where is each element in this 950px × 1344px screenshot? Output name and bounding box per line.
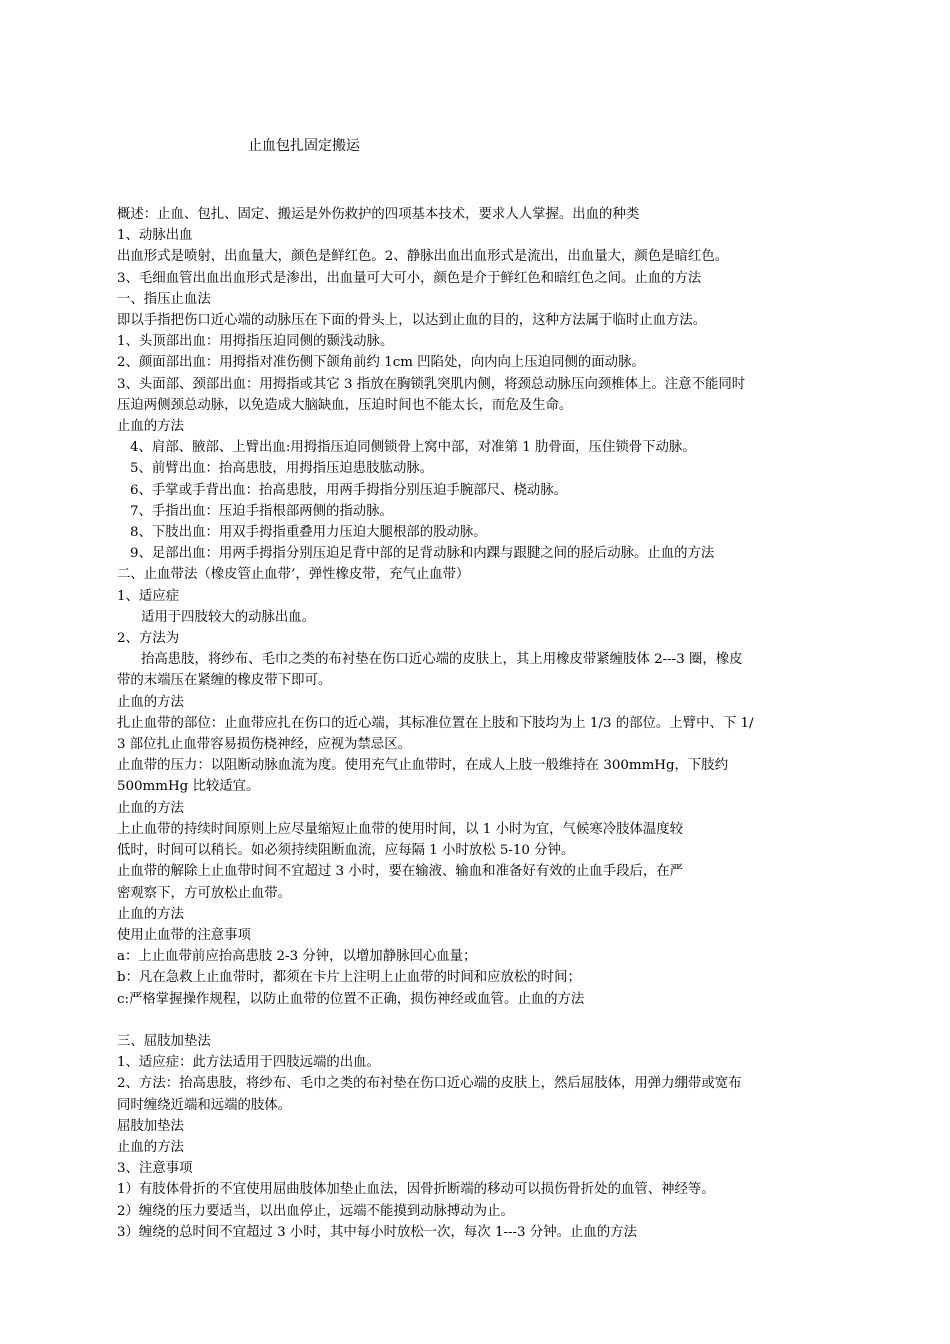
paragraph-line: 带的末端压在紧缠的橡皮带下即可。 <box>117 673 332 689</box>
paragraph-line: 3 部位扎止血带容易损伤桡神经，应视为禁忌区。 <box>117 737 411 753</box>
paragraph-line: 止血的方法 <box>117 800 184 816</box>
paragraph-line: 5、前臂出血：抬高患肢，用拇指压迫患肢肱动脉。 <box>130 461 434 477</box>
paragraph-line: 即以手指把伤口近心端的动脉压在下面的骨头上，以达到止血的目的，这种方法属于临时止血方法。 <box>117 313 707 329</box>
paragraph-line: 止血的方法 <box>117 694 184 710</box>
paragraph-line: 止血的方法 <box>117 419 184 435</box>
paragraph-line: 9、足部出血：用两手拇指分别压迫足背中部的足背动脉和内踝与跟腱之间的胫后动脉。止血的方法 <box>130 546 715 562</box>
paragraph-line: 扎止血带的部位：止血带应扎在伤口的近心端，其标准位置在上肢和下肢均为上 1/3 的部位。上臂中、下 1/ <box>117 715 754 731</box>
paragraph-line: 概述：止血、包扎、固定、搬运是外伤救护的四项基本技术，要求人人掌握。出血的种类 <box>117 207 640 222</box>
section-heading: 二、止血带法（橡皮管止血带’，弹性橡皮带，充气止血带） <box>117 567 470 583</box>
paragraph-line: 抬高患肢，将纱布、毛巾之类的布衬垫在伤口近心端的皮肤上，其上用橡皮带紧缠肢体 2---3 圈，橡皮 <box>141 652 743 668</box>
paragraph-line: 1）有肢体骨折的不宜使用屈曲肢体加垫止血法，因骨折断端的移动可以损伤骨折处的血管、神经等。 <box>117 1182 715 1198</box>
paragraph-line: 6、手掌或手背出血：抬高患肢，用两手拇指分别压迫手腕部尺、桡动脉。 <box>130 482 568 498</box>
paragraph-line: 出血形式是喷射，出血量大，颜色是鲜红色。2、静脉出血出血形式是流出，出血量大，颜色是暗红色。 <box>117 249 729 265</box>
paragraph-line: 2）缠绕的压力要适当，以出血停止，远端不能摸到动脉搏动为止。 <box>117 1203 514 1219</box>
paragraph-line: 止血带的压力：以阻断动脉血流为度。使用充气止血带时，在成人上肢一般维持在 300mmHg，下肢约 <box>117 758 729 774</box>
paragraph-line: 止血的方法 <box>117 1139 184 1155</box>
paragraph-line: 1、动脉出血 <box>117 228 193 244</box>
paragraph-line: 2、方法：抬高患肢，将纱布、毛巾之类的布衬垫在伤口近心端的皮肤上，然后屈肢体，用弹力绷带或宽布 <box>117 1076 742 1092</box>
section-heading: 三、屈肢加垫法 <box>117 1033 211 1049</box>
paragraph-line: 低时，时间可以稍长。如必须持续阻断血流，应每隔 1 小时放松 5-10 分钟。 <box>117 843 575 859</box>
paragraph-line: 密观察下，方可放松止血带。 <box>117 885 292 901</box>
paragraph-line: 屈肢加垫法 <box>117 1118 184 1134</box>
paragraph-line: 2、颜面部出血：用拇指对准伤侧下颌角前约 1cm 凹陷处，向内向上压迫同侧的面动脉。 <box>117 355 645 371</box>
paragraph-line: 500mmHg 比较适宜。 <box>117 779 260 795</box>
paragraph-line: 使用止血带的注意事项 <box>117 927 251 943</box>
blank-line <box>117 1010 877 1031</box>
paragraph-line: 适用于四肢较大的动脉出血。 <box>141 609 316 625</box>
paragraph-line: 1、适应症 <box>117 588 180 604</box>
paragraph-line: 4、肩部、腋部、上臂出血:用拇指压迫同侧锁骨上窝中部，对准第 1 肋骨面，压住锁骨下动脉。 <box>130 440 696 456</box>
paragraph-line: c:严格掌握操作规程，以防止血带的位置不正确，损伤神经或血管。止血的方法 <box>117 991 585 1007</box>
document-body <box>117 204 877 1243</box>
paragraph-line: 1、适应症：此方法适用于四肢远端的出血。 <box>117 1055 380 1071</box>
paragraph-line: 止血带的解除上止血带时间不宜超过 3 小时，要在输液、输血和准备好有效的止血手段后，在严 <box>117 864 684 880</box>
paragraph-line: 8、下肢出血：用双手拇指重叠用力压迫大腿根部的股动脉。 <box>130 525 487 541</box>
document-title: 止血包扎固定搬运 <box>248 138 360 154</box>
paragraph-line: 同时缠绕近端和远端的肢体。 <box>117 1097 292 1113</box>
paragraph-line: 3）缠绕的总时间不宜超过 3 小时，其中每小时放松一次，每次 1---3 分钟。止血的方法 <box>117 1224 637 1240</box>
paragraph-line: 3、毛细血管出血出血形式是渗出，出血量可大可小，颜色是介于鲜红色和暗红色之间。止血的方法 <box>117 270 702 286</box>
paragraph-line: b：凡在急救上止血带时，都须在卡片上注明上止血带的时间和应放松的时间； <box>117 970 581 986</box>
paragraph-line: 7、手指出血：压迫手指根部两侧的指动脉。 <box>130 503 393 519</box>
paragraph-line: 上止血带的持续时间原则上应尽量缩短止血带的使用时间，以 1 小时为宜，气候寒冷肢体温度较 <box>117 821 684 837</box>
paragraph-line: 3、头面部、颈部出血：用拇指或其它 3 指放在胸锁乳突肌内侧，将颈总动脉压向颈椎体上。注意不能同时 <box>117 376 746 392</box>
paragraph-line: 3、注意事项 <box>117 1161 193 1177</box>
paragraph-line: 压迫两侧颈总动脉，以免造成大脑缺血，压迫时间也不能太长，而危及生命。 <box>117 397 573 413</box>
section-heading: 一、指压止血法 <box>117 291 211 307</box>
paragraph-line: 止血的方法 <box>117 906 184 922</box>
paragraph-line: a：上止血带前应抬高患肢 2-3 分钟，以增加静脉回心血量； <box>117 949 477 965</box>
paragraph-line: 2、方法为 <box>117 631 180 647</box>
paragraph-line: 1、头顶部出血：用拇指压迫同侧的颞浅动脉。 <box>117 334 394 350</box>
